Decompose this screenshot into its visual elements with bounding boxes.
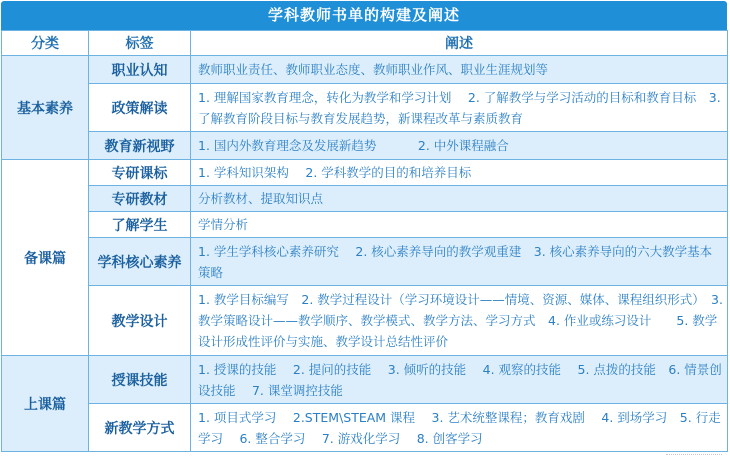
table-row	[2, 238, 728, 286]
tag-cell: 了解学生	[89, 212, 191, 238]
desc-cell: 1. 授课的技能 2. 提问的技能 3. 倾听的技能 4. 观察的技能 5. 点拨的技能 6. 情景创设技能 7. 课堂调控技能	[191, 356, 728, 404]
category-teach: 上课篇	[2, 356, 89, 452]
book-list-table-container	[1, 1, 727, 452]
table-row	[2, 286, 728, 356]
desc-cell: 1. 项目式学习 2.STEM\STEAM 课程 3. 艺术统整课程；教育戏剧 4. 到场学习 5. 行走学习 6. 整合学习 7. 游戏化学习 8. 创客学习	[191, 404, 728, 452]
tag-cell: 职业认知	[89, 56, 191, 84]
desc-cell: 1. 教学目标编写 2. 教学过程设计（学习环境设计——情境、资源、媒体、课程组织形式） 3. 教学策略设计——教学顺序、教学模式、教学方法、学习方式 4. 作业或练习设计 5. 教学设计形成性评价与实施、教学设计总结性评价	[191, 286, 728, 356]
category-prep: 备课篇	[2, 160, 89, 356]
desc-cell: 1. 国内外教育理念及发展新趋势 2. 中外课程融合	[191, 132, 728, 160]
table-row	[2, 132, 728, 160]
table-row	[2, 186, 728, 212]
tag-cell: 教育新视野	[89, 132, 191, 160]
decorative-dotted-line	[666, 448, 722, 455]
table-row	[2, 212, 728, 238]
tag-cell: 政策解读	[89, 84, 191, 132]
header-category: 分类	[2, 31, 89, 56]
table-row	[2, 356, 728, 404]
tag-cell: 学科核心素养	[89, 238, 191, 286]
desc-cell: 1. 学科知识架构 2. 学科教学的目的和培养目标	[191, 160, 728, 186]
desc-cell: 1. 理解国家教育理念，转化为教学和学习计划 2. 了解教学与学习活动的目标和教育目标 3. 了解教育阶段目标与教育发展趋势，新课程改革与素质教育	[191, 84, 728, 132]
tag-cell: 新教学方式	[89, 404, 191, 452]
desc-cell: 分析教材、提取知识点	[191, 186, 728, 212]
desc-cell: 学情分析	[191, 212, 728, 238]
header-tag: 标签	[89, 31, 191, 56]
desc-cell: 1. 学生学科核心素养研究 2. 核心素养导向的教学观重建 3. 核心素养导向的六大教学基本策略	[191, 238, 728, 286]
desc-cell: 教师职业责任、教师职业态度、教师职业作风、职业生涯规划等	[191, 56, 728, 84]
table-row	[2, 404, 728, 452]
tag-cell: 教学设计	[89, 286, 191, 356]
category-basic: 基本素养	[2, 56, 89, 160]
table-title: 学科教师书单的构建及阐述	[1, 1, 727, 30]
table-row	[2, 56, 728, 84]
table-row	[2, 160, 728, 186]
tag-cell: 专研教材	[89, 186, 191, 212]
header-row	[2, 31, 728, 56]
header-desc: 阐述	[191, 31, 728, 56]
table-row	[2, 84, 728, 132]
tag-cell: 专研课标	[89, 160, 191, 186]
tag-cell: 授课技能	[89, 356, 191, 404]
book-list-table	[1, 30, 728, 452]
